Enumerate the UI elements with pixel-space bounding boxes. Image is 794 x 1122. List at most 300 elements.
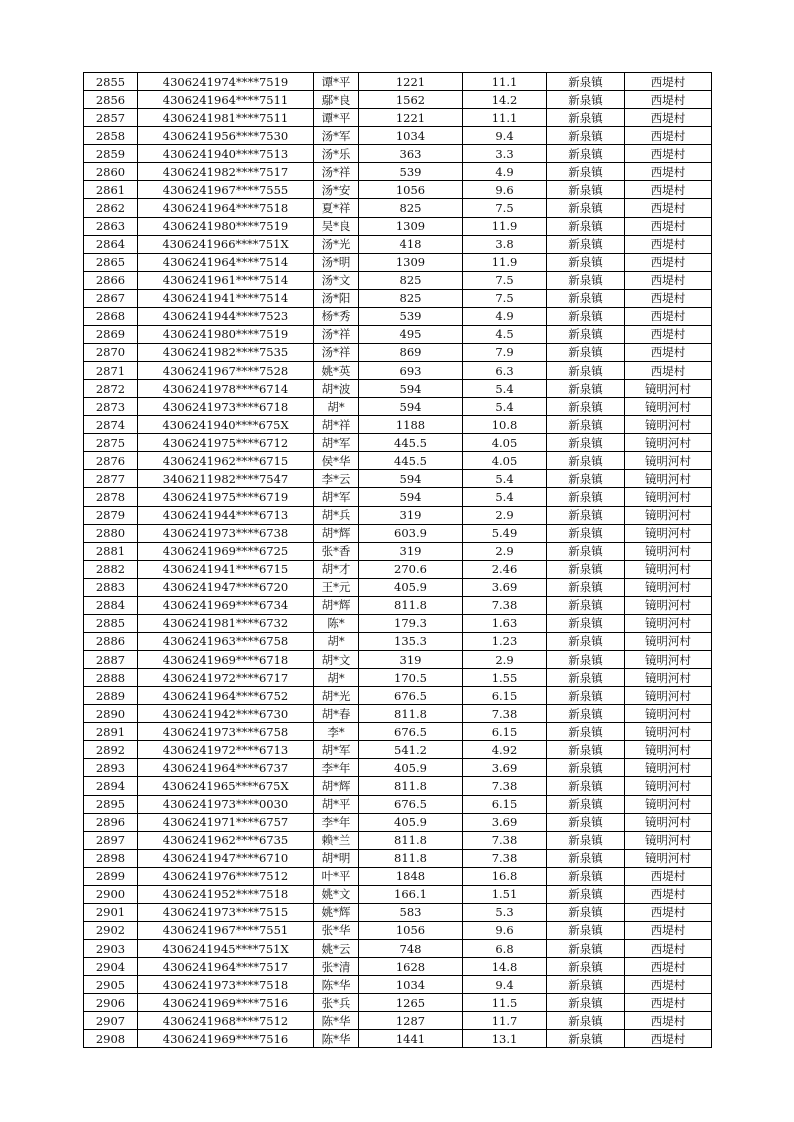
table-row: [84, 307, 712, 325]
cell-amount: 1221: [359, 73, 463, 91]
cell-amount: 539: [359, 307, 463, 325]
cell-village: 镜明河村: [625, 380, 712, 398]
cell-id-number: 4306241972****6717: [138, 669, 314, 687]
cell-id-number: 4306241947****6710: [138, 849, 314, 867]
cell-index: 2908: [84, 1030, 138, 1048]
cell-amount: 1056: [359, 921, 463, 939]
cell-id-number: 4306241944****7523: [138, 307, 314, 325]
cell-town: 新泉镇: [547, 452, 625, 470]
cell-name: 胡*兵: [314, 506, 359, 524]
cell-id-number: 4306241967****7528: [138, 362, 314, 380]
table-row: [84, 994, 712, 1012]
cell-index: 2873: [84, 398, 138, 416]
cell-value: 1.23: [463, 632, 547, 650]
table-row: [84, 596, 712, 614]
table-row: [84, 398, 712, 416]
cell-amount: 1056: [359, 181, 463, 199]
cell-town: 新泉镇: [547, 705, 625, 723]
data-table: [83, 72, 712, 1048]
cell-name: 张*华: [314, 921, 359, 939]
cell-town: 新泉镇: [547, 434, 625, 452]
cell-name: 叶*平: [314, 867, 359, 885]
cell-village: 镜明河村: [625, 669, 712, 687]
cell-id-number: 4306241981****7511: [138, 109, 314, 127]
cell-village: 镜明河村: [625, 741, 712, 759]
cell-town: 新泉镇: [547, 199, 625, 217]
cell-name: 胡*: [314, 632, 359, 650]
cell-village: 镜明河村: [625, 723, 712, 741]
cell-id-number: 4306241969****6718: [138, 651, 314, 669]
cell-amount: 170.5: [359, 669, 463, 687]
cell-value: 9.4: [463, 127, 547, 145]
cell-town: 新泉镇: [547, 632, 625, 650]
cell-village: 西堤村: [625, 867, 712, 885]
cell-index: 2863: [84, 217, 138, 235]
cell-value: 11.1: [463, 73, 547, 91]
cell-value: 14.2: [463, 91, 547, 109]
cell-town: 新泉镇: [547, 217, 625, 235]
cell-index: 2870: [84, 343, 138, 361]
cell-amount: 1309: [359, 253, 463, 271]
cell-name: 谭*平: [314, 109, 359, 127]
cell-town: 新泉镇: [547, 976, 625, 994]
cell-index: 2896: [84, 813, 138, 831]
cell-town: 新泉镇: [547, 669, 625, 687]
table-row: [84, 325, 712, 343]
cell-amount: 676.5: [359, 687, 463, 705]
cell-value: 6.15: [463, 723, 547, 741]
cell-amount: 811.8: [359, 596, 463, 614]
cell-value: 11.5: [463, 994, 547, 1012]
cell-id-number: 4306241967****7551: [138, 921, 314, 939]
cell-village: 西堤村: [625, 362, 712, 380]
cell-amount: 418: [359, 235, 463, 253]
table-row: [84, 759, 712, 777]
cell-amount: 1287: [359, 1012, 463, 1030]
cell-name: 胡*军: [314, 488, 359, 506]
cell-id-number: 4306241981****6732: [138, 614, 314, 632]
cell-village: 镜明河村: [625, 687, 712, 705]
cell-index: 2861: [84, 181, 138, 199]
cell-name: 张*清: [314, 958, 359, 976]
cell-village: 镜明河村: [625, 614, 712, 632]
cell-value: 4.92: [463, 741, 547, 759]
cell-id-number: 4306241973****6758: [138, 723, 314, 741]
cell-amount: 541.2: [359, 741, 463, 759]
cell-index: 2883: [84, 578, 138, 596]
cell-amount: 594: [359, 398, 463, 416]
table-row: [84, 163, 712, 181]
cell-town: 新泉镇: [547, 940, 625, 958]
cell-id-number: 4306241962****6735: [138, 831, 314, 849]
cell-town: 新泉镇: [547, 614, 625, 632]
cell-id-number: 4306241945****751X: [138, 940, 314, 958]
cell-town: 新泉镇: [547, 163, 625, 181]
cell-id-number: 4306241974****7519: [138, 73, 314, 91]
cell-index: 2872: [84, 380, 138, 398]
cell-village: 西堤村: [625, 91, 712, 109]
cell-id-number: 4306241971****6757: [138, 813, 314, 831]
table-row: [84, 434, 712, 452]
cell-name: 胡*辉: [314, 777, 359, 795]
cell-name: 汤*光: [314, 235, 359, 253]
cell-name: 胡*辉: [314, 524, 359, 542]
cell-name: 汤*阳: [314, 289, 359, 307]
cell-id-number: 4306241956****7530: [138, 127, 314, 145]
cell-village: 镜明河村: [625, 705, 712, 723]
table-row: [84, 849, 712, 867]
cell-name: 鄢*良: [314, 91, 359, 109]
cell-village: 西堤村: [625, 903, 712, 921]
cell-village: 镜明河村: [625, 831, 712, 849]
table-row: [84, 343, 712, 361]
cell-town: 新泉镇: [547, 325, 625, 343]
cell-index: 2876: [84, 452, 138, 470]
cell-id-number: 4306241940****675X: [138, 416, 314, 434]
cell-id-number: 4306241972****6713: [138, 741, 314, 759]
cell-name: 李*年: [314, 759, 359, 777]
cell-amount: 825: [359, 271, 463, 289]
cell-value: 4.05: [463, 452, 547, 470]
cell-town: 新泉镇: [547, 777, 625, 795]
cell-id-number: 4306241942****6730: [138, 705, 314, 723]
cell-index: 2857: [84, 109, 138, 127]
cell-village: 西堤村: [625, 271, 712, 289]
cell-amount: 405.9: [359, 578, 463, 596]
cell-village: 镜明河村: [625, 596, 712, 614]
cell-village: 西堤村: [625, 940, 712, 958]
cell-index: 2880: [84, 524, 138, 542]
cell-village: 镜明河村: [625, 632, 712, 650]
table-row: [84, 217, 712, 235]
cell-name: 吴*良: [314, 217, 359, 235]
cell-village: 镜明河村: [625, 470, 712, 488]
cell-village: 镜明河村: [625, 506, 712, 524]
cell-amount: 405.9: [359, 759, 463, 777]
cell-value: 4.9: [463, 307, 547, 325]
cell-id-number: 4306241941****6715: [138, 560, 314, 578]
cell-town: 新泉镇: [547, 343, 625, 361]
table-row: [84, 867, 712, 885]
cell-index: 2895: [84, 795, 138, 813]
table-row: [84, 723, 712, 741]
cell-index: 2891: [84, 723, 138, 741]
cell-id-number: 4306241944****6713: [138, 506, 314, 524]
cell-town: 新泉镇: [547, 1012, 625, 1030]
cell-value: 4.5: [463, 325, 547, 343]
cell-name: 胡*平: [314, 795, 359, 813]
cell-index: 2906: [84, 994, 138, 1012]
table-row: [84, 669, 712, 687]
cell-name: 胡*文: [314, 651, 359, 669]
cell-town: 新泉镇: [547, 289, 625, 307]
cell-village: 镜明河村: [625, 524, 712, 542]
cell-name: 陈*: [314, 614, 359, 632]
cell-index: 2893: [84, 759, 138, 777]
cell-name: 李*: [314, 723, 359, 741]
cell-amount: 166.1: [359, 885, 463, 903]
cell-value: 6.8: [463, 940, 547, 958]
cell-village: 镜明河村: [625, 849, 712, 867]
cell-town: 新泉镇: [547, 362, 625, 380]
cell-value: 3.3: [463, 145, 547, 163]
cell-index: 2886: [84, 632, 138, 650]
cell-index: 2878: [84, 488, 138, 506]
cell-name: 赖*兰: [314, 831, 359, 849]
cell-village: 镜明河村: [625, 398, 712, 416]
cell-town: 新泉镇: [547, 109, 625, 127]
table-row: [84, 289, 712, 307]
table-row: [84, 632, 712, 650]
cell-village: 镜明河村: [625, 578, 712, 596]
cell-name: 杨*秀: [314, 307, 359, 325]
cell-value: 2.9: [463, 542, 547, 560]
cell-name: 胡*春: [314, 705, 359, 723]
table-row: [84, 506, 712, 524]
cell-town: 新泉镇: [547, 759, 625, 777]
cell-amount: 811.8: [359, 705, 463, 723]
cell-index: 2858: [84, 127, 138, 145]
cell-amount: 179.3: [359, 614, 463, 632]
table-row: [84, 560, 712, 578]
table-row: [84, 976, 712, 994]
cell-town: 新泉镇: [547, 723, 625, 741]
cell-id-number: 4306241973****7515: [138, 903, 314, 921]
cell-amount: 603.9: [359, 524, 463, 542]
cell-name: 侯*华: [314, 452, 359, 470]
cell-town: 新泉镇: [547, 813, 625, 831]
table-row: [84, 958, 712, 976]
cell-index: 2905: [84, 976, 138, 994]
cell-village: 西堤村: [625, 109, 712, 127]
cell-index: 2867: [84, 289, 138, 307]
cell-index: 2900: [84, 885, 138, 903]
cell-village: 西堤村: [625, 199, 712, 217]
cell-amount: 319: [359, 506, 463, 524]
cell-town: 新泉镇: [547, 1030, 625, 1048]
table-row: [84, 1012, 712, 1030]
table-row: [84, 452, 712, 470]
cell-id-number: 4306241968****7512: [138, 1012, 314, 1030]
cell-amount: 1848: [359, 867, 463, 885]
cell-amount: 594: [359, 470, 463, 488]
cell-amount: 676.5: [359, 723, 463, 741]
cell-town: 新泉镇: [547, 91, 625, 109]
cell-index: 2855: [84, 73, 138, 91]
cell-village: 西堤村: [625, 145, 712, 163]
cell-town: 新泉镇: [547, 741, 625, 759]
cell-value: 5.3: [463, 903, 547, 921]
cell-id-number: 4306241982****7535: [138, 343, 314, 361]
cell-value: 3.69: [463, 759, 547, 777]
cell-village: 镜明河村: [625, 560, 712, 578]
cell-index: 2901: [84, 903, 138, 921]
cell-value: 5.4: [463, 470, 547, 488]
cell-name: 李*年: [314, 813, 359, 831]
cell-village: 西堤村: [625, 325, 712, 343]
cell-amount: 445.5: [359, 452, 463, 470]
cell-id-number: 4306241941****7514: [138, 289, 314, 307]
cell-value: 11.9: [463, 253, 547, 271]
cell-id-number: 4306241975****6719: [138, 488, 314, 506]
cell-amount: 825: [359, 199, 463, 217]
cell-amount: 811.8: [359, 849, 463, 867]
cell-name: 陈*华: [314, 1030, 359, 1048]
cell-amount: 1265: [359, 994, 463, 1012]
cell-id-number: 4306241969****7516: [138, 994, 314, 1012]
table-row: [84, 831, 712, 849]
cell-id-number: 4306241962****6715: [138, 452, 314, 470]
cell-id-number: 4306241973****6738: [138, 524, 314, 542]
cell-village: 西堤村: [625, 235, 712, 253]
table-row: [84, 1030, 712, 1048]
cell-value: 5.4: [463, 380, 547, 398]
cell-town: 新泉镇: [547, 867, 625, 885]
cell-id-number: 4306241940****7513: [138, 145, 314, 163]
cell-village: 镜明河村: [625, 488, 712, 506]
cell-value: 5.4: [463, 488, 547, 506]
cell-id-number: 4306241973****7518: [138, 976, 314, 994]
cell-name: 张*兵: [314, 994, 359, 1012]
cell-town: 新泉镇: [547, 687, 625, 705]
cell-amount: 135.3: [359, 632, 463, 650]
cell-value: 7.38: [463, 777, 547, 795]
cell-index: 2862: [84, 199, 138, 217]
cell-amount: 319: [359, 651, 463, 669]
cell-value: 6.3: [463, 362, 547, 380]
cell-town: 新泉镇: [547, 380, 625, 398]
cell-id-number: 4306241964****6737: [138, 759, 314, 777]
cell-id-number: 4306241965****675X: [138, 777, 314, 795]
cell-name: 汤*祥: [314, 343, 359, 361]
cell-amount: 594: [359, 488, 463, 506]
cell-amount: 1441: [359, 1030, 463, 1048]
cell-id-number: 4306241969****6734: [138, 596, 314, 614]
table-row: [84, 235, 712, 253]
cell-village: 西堤村: [625, 921, 712, 939]
table-row: [84, 813, 712, 831]
cell-index: 2907: [84, 1012, 138, 1030]
cell-village: 西堤村: [625, 217, 712, 235]
cell-town: 新泉镇: [547, 470, 625, 488]
table-row: [84, 741, 712, 759]
cell-amount: 1562: [359, 91, 463, 109]
cell-value: 11.7: [463, 1012, 547, 1030]
cell-name: 汤*安: [314, 181, 359, 199]
cell-village: 西堤村: [625, 181, 712, 199]
cell-id-number: 4306241964****7517: [138, 958, 314, 976]
cell-amount: 811.8: [359, 777, 463, 795]
cell-town: 新泉镇: [547, 127, 625, 145]
cell-village: 西堤村: [625, 885, 712, 903]
cell-name: 王*元: [314, 578, 359, 596]
cell-id-number: 4306241963****6758: [138, 632, 314, 650]
table-row: [84, 253, 712, 271]
cell-amount: 869: [359, 343, 463, 361]
cell-village: 镜明河村: [625, 777, 712, 795]
cell-value: 1.51: [463, 885, 547, 903]
cell-value: 7.5: [463, 289, 547, 307]
cell-village: 镜明河村: [625, 452, 712, 470]
cell-index: 2885: [84, 614, 138, 632]
table-row: [84, 127, 712, 145]
cell-name: 汤*明: [314, 253, 359, 271]
cell-town: 新泉镇: [547, 596, 625, 614]
cell-amount: 811.8: [359, 831, 463, 849]
cell-village: 西堤村: [625, 73, 712, 91]
table-row: [84, 542, 712, 560]
cell-amount: 693: [359, 362, 463, 380]
cell-town: 新泉镇: [547, 903, 625, 921]
cell-value: 2.9: [463, 506, 547, 524]
cell-value: 9.6: [463, 921, 547, 939]
cell-town: 新泉镇: [547, 416, 625, 434]
cell-id-number: 4306241964****7518: [138, 199, 314, 217]
cell-index: 2903: [84, 940, 138, 958]
cell-name: 张*香: [314, 542, 359, 560]
cell-value: 7.38: [463, 596, 547, 614]
cell-town: 新泉镇: [547, 578, 625, 596]
cell-value: 2.9: [463, 651, 547, 669]
cell-value: 3.69: [463, 578, 547, 596]
cell-village: 镜明河村: [625, 416, 712, 434]
table-row: [84, 903, 712, 921]
cell-name: 胡*军: [314, 434, 359, 452]
table-row: [84, 362, 712, 380]
cell-village: 西堤村: [625, 289, 712, 307]
cell-name: 胡*: [314, 669, 359, 687]
cell-value: 5.4: [463, 398, 547, 416]
cell-id-number: 4306241978****6714: [138, 380, 314, 398]
cell-name: 汤*文: [314, 271, 359, 289]
cell-amount: 495: [359, 325, 463, 343]
cell-village: 镜明河村: [625, 434, 712, 452]
cell-name: 胡*军: [314, 741, 359, 759]
cell-id-number: 3406211982****7547: [138, 470, 314, 488]
cell-amount: 1188: [359, 416, 463, 434]
table-row: [84, 145, 712, 163]
cell-town: 新泉镇: [547, 831, 625, 849]
table-row: [84, 416, 712, 434]
cell-name: 汤*乐: [314, 145, 359, 163]
cell-index: 2897: [84, 831, 138, 849]
cell-id-number: 4306241964****6752: [138, 687, 314, 705]
cell-id-number: 4306241969****6725: [138, 542, 314, 560]
cell-name: 李*云: [314, 470, 359, 488]
cell-value: 16.8: [463, 867, 547, 885]
cell-town: 新泉镇: [547, 994, 625, 1012]
cell-id-number: 4306241967****7555: [138, 181, 314, 199]
cell-town: 新泉镇: [547, 73, 625, 91]
cell-index: 2898: [84, 849, 138, 867]
cell-village: 西堤村: [625, 994, 712, 1012]
cell-name: 汤*祥: [314, 163, 359, 181]
cell-town: 新泉镇: [547, 542, 625, 560]
table-row: [84, 614, 712, 632]
cell-town: 新泉镇: [547, 145, 625, 163]
cell-amount: 270.6: [359, 560, 463, 578]
cell-name: 胡*祥: [314, 416, 359, 434]
cell-town: 新泉镇: [547, 253, 625, 271]
cell-value: 6.15: [463, 687, 547, 705]
cell-value: 7.9: [463, 343, 547, 361]
cell-value: 9.6: [463, 181, 547, 199]
cell-index: 2869: [84, 325, 138, 343]
cell-id-number: 4306241973****6718: [138, 398, 314, 416]
table-row: [84, 109, 712, 127]
cell-value: 2.46: [463, 560, 547, 578]
cell-village: 镜明河村: [625, 759, 712, 777]
